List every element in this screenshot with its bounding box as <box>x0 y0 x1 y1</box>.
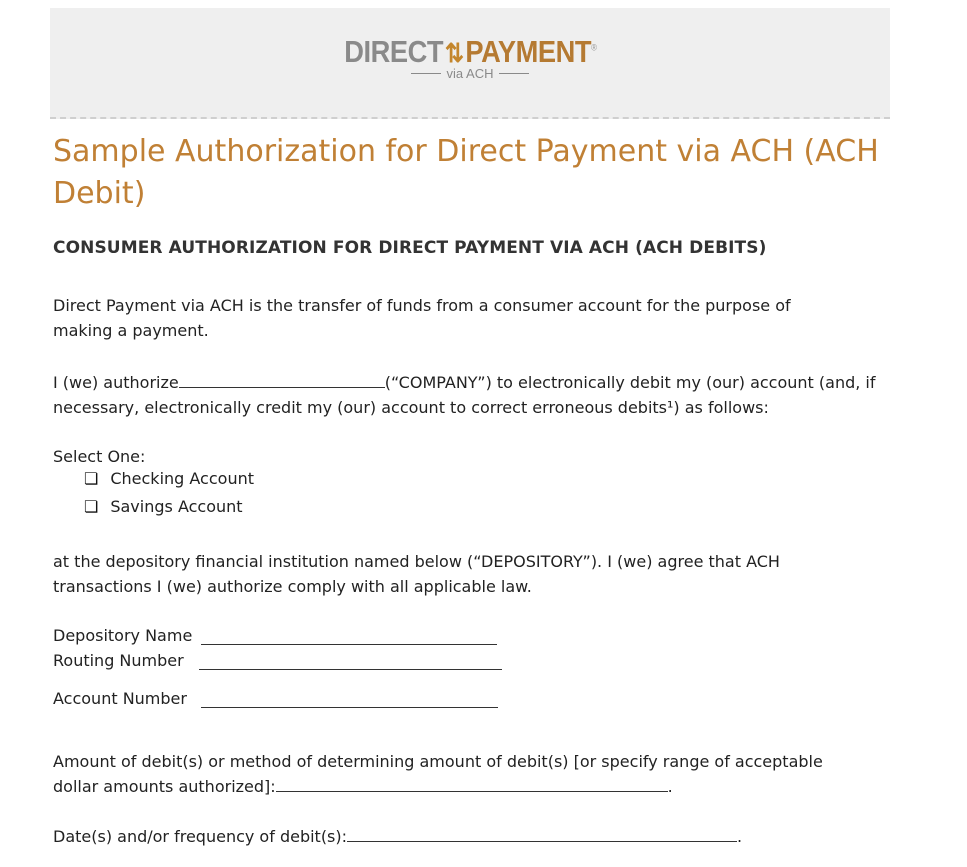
account-number-field <box>53 689 498 708</box>
logo-payment-text: PAYMENT <box>464 34 591 69</box>
amount-paragraph <box>53 749 873 799</box>
page-title: Sample Authorization for Direct Payment via ACH (ACH Debit) <box>53 134 879 211</box>
checkbox-icon[interactable]: ❏ <box>84 497 99 516</box>
amount-blank-line[interactable] <box>276 777 668 792</box>
depository-name-label: Depository Name <box>53 626 193 645</box>
exchange-arrows-icon: ⇅ <box>444 38 464 68</box>
routing-number-field <box>53 651 502 670</box>
depository-name-field <box>53 626 497 645</box>
header-banner <box>50 8 890 119</box>
registered-mark: ® <box>590 42 597 53</box>
routing-number-line[interactable] <box>199 653 502 670</box>
account-number-line[interactable] <box>201 691 498 708</box>
option-label: Savings Account <box>110 497 243 516</box>
intro-paragraph: Direct Payment via ACH is the transfer of funds from a consumer account for the purpose of making a payment. <box>53 296 791 340</box>
frequency-period: . <box>737 827 743 846</box>
frequency-text: Date(s) and/or frequency of debit(s): <box>53 827 348 846</box>
logo-wordmark <box>344 34 596 70</box>
logo-rule-left <box>411 73 441 74</box>
frequency-paragraph <box>53 824 873 849</box>
authorize-text: I (we) authorize <box>53 373 179 392</box>
depository-paragraph: at the depository financial institution named below (“DEPOSITORY”). I (we) agree that ACH transactions I (we) authorize comply with all applicable law. <box>53 552 780 596</box>
routing-number-label: Routing Number <box>53 651 184 670</box>
logo-sub-text: via ACH <box>446 66 494 81</box>
account-number-label: Account Number <box>53 689 187 708</box>
direct-payment-logo <box>50 34 890 81</box>
option-savings-account[interactable] <box>84 497 243 516</box>
option-checking-account[interactable] <box>84 469 254 488</box>
authorization-paragraph <box>53 370 883 420</box>
company-blank-line[interactable] <box>179 373 385 388</box>
amount-text: Amount of debit(s) or method of determining amount of debit(s) [or specify range of acceptable dollar amounts authorized]: <box>53 752 823 796</box>
logo-direct-text: DIRECT <box>343 34 443 69</box>
select-one-label: Select One: <box>53 447 146 466</box>
depository-name-line[interactable] <box>201 628 497 645</box>
section-heading: CONSUMER AUTHORIZATION FOR DIRECT PAYMENT VIA ACH (ACH DEBITS) <box>53 238 767 258</box>
checkbox-icon[interactable]: ❏ <box>84 469 99 488</box>
option-label: Checking Account <box>110 469 254 488</box>
logo-rule-right <box>499 73 529 74</box>
amount-period: . <box>667 777 673 796</box>
authorize-text-end: (“COMPANY”) to electronically debit my (our) account (and, if necessary, electronically credit my (our) account to correct erroneous debits¹) as follows: <box>53 373 876 417</box>
frequency-blank-line[interactable] <box>347 827 737 842</box>
